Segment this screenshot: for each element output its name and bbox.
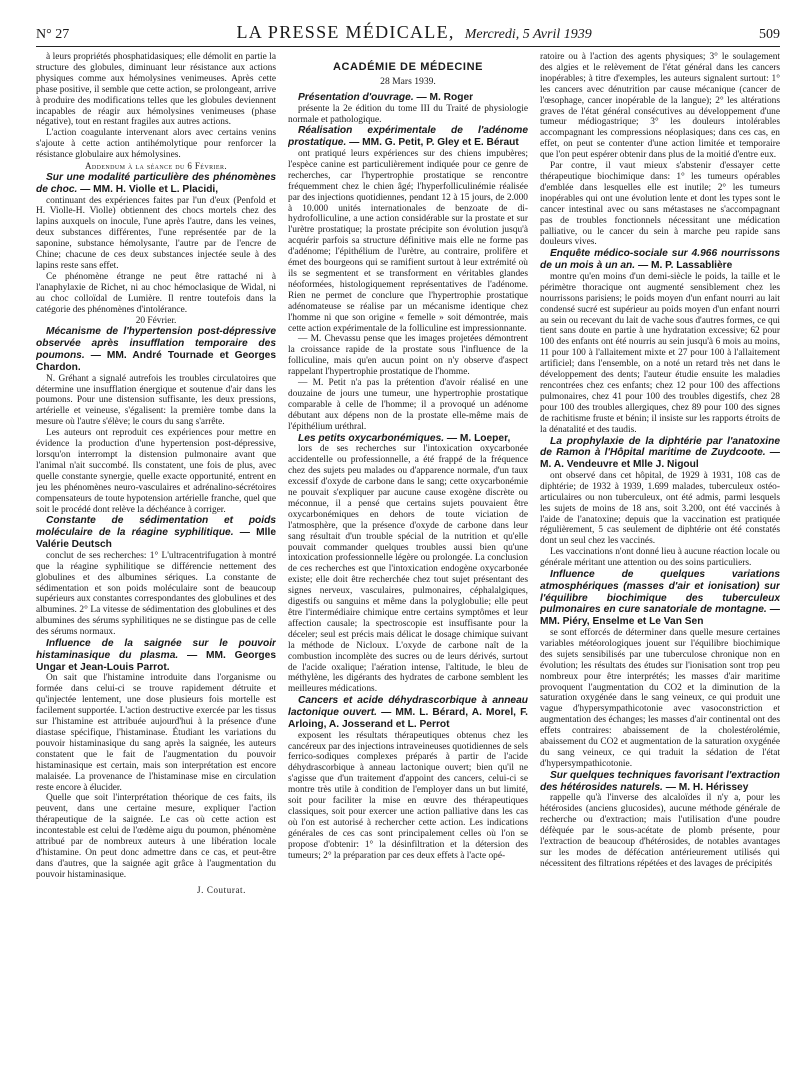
heading-authors: — Mlle Valérie Deutsch [36,527,276,550]
paragraph: Les vaccinations n'ont donné lieu à aucune réaction locale ou générale méritant une attention ou des soins particuliers. [540,547,780,569]
heading-authors: — MM. Georges Ungar et Jean-Louis Parrot. [36,649,276,673]
section-heading [36,515,276,550]
paragraph: continuant des expériences faites par l'un d'eux (Penfold et H. Violle-H. Violle) obtiennent des chocs mortels chez des lapins auxquels on inocule, l'une après l'autre, dans les veines, deux substances différentes, l'une représentée par de la saponine, substance hémolysante, l'autre par de l'encre de Chine; chacune de ces deux substances injectée seule à des lapins reste sans effet. [36,195,276,271]
paragraph: — M. Chevassu pense que les images projetées démontrent la croissance rapide de la prostate sous l'influence de la folliculine, mais qu'en aucun point on n'y observe d'aspect rappelant l'hypertrophie prostatique de l'homme. [288,334,528,378]
section-heading [288,695,528,730]
paragraph: montre qu'en moins d'un demi-siècle le poids, la taille et le périmètre thoracique ont augmenté sensiblement chez les nourrissons parisiens; le poids moyen d'un enfant nourri au lait condensé sucré est supérieur au poids moyen d'un enfant nourri au sein ou recevant du lait de vache sous d'autres formes, ce qui tient sans doute en partie à une hydratation excessive; 62 pour 100 des enfants ont été nourris au sein jusqu'à 6 mois au moins, 11 pour 100 à l'allaitement mixte et 27 pour 100 à l'allaitement artificiel; dans l'ensemble, on a noté un retard très net dans le développement des dents; l'auteur étudie ensuite les maladies rencontrées chez ces enfants; chez 12 pour 100 des affections pulmonaires, chez 41 pour 100 des troubles digestifs, chez 28 pour 100 des troubles allergiques, chez 89 pour 100 des signes de rachitisme fruste et bénin; il insiste sur les rapports étroits de la dénatalité et des taudis. [540,271,780,435]
section-heading [288,92,528,104]
section-heading [36,638,276,673]
page-number: 509 [759,27,780,42]
column-1 [36,52,276,1076]
paragraph: ratoire ou à l'action des agents physiques; 3° le soulagement des algies et le relèvement de l'état général dans les cancers inopérables; à titre d'exemples, les auteurs signalent surtout: 1° les cancers avec dénutrition par cause mécanique (cancer de l'œsophage, cancer inopérable de la langue); 2° les altérations graves de l'état général consécutives au développement d'une tumeur médiogastrique; 3° les douleurs intolérables accompagnant les compressions néoplasiques; dans ces cas, en effet, on peut se contenter d'une action limitée et temporaire que l'on peut espérer obtenir dans plus de la moitié d'entre eux. [540,52,780,161]
section-title: ACADÉMIE DE MÉDECINE [332,61,484,73]
paragraph: On sait que l'histamine introduite dans l'organisme ou formée dans celui-ci se trouve rapidement détruite et qu'injectée lentement, une dose plusieurs fois mortelle est facilement supportée. L'action destructive exercée par les tissus sur l'histamine est attribuée aujourd'hui à la présence d'une diastase spécifique, l'histaminase. Étudiant les variations du pouvoir histaminasique du sang après la saignée, les auteurs constatent que le fait de l'augmentation du pouvoir histaminasique est certain, mais son interprétation est encore malaisée. La provenance de l'histaminase mise en circulation reste encore à élucider. [36,673,276,793]
paragraph: se sont efforcés de déterminer dans quelle mesure certaines variables météorologiques jouent sur l'équilibre biochimique des sujets sensibilisés par une tuberculose chronique non en évolution; les résultats des études sur l'ionisation sont trop peu nombreux pour être interprétés; les masses d'air maritime provoquent l'augmentation du CO2 et la diminution de la saturation oxygénée dans le sang veineux, ce qui produit une vague d'hypersympathicotonie avec vasoconstriction et augmentation des échanges; les masses d'air continental ont des effets contraires: abaissement de la cholestérolémie, abaissement du CO2 et augmentation de la saturation oxygénée du sang veineux, ce qui traduit la sédation de l'état d'hypersympathicotonie. [540,628,780,769]
paragraph: à leurs propriétés phosphatidasiques; elle démolit en partie la structure des globules, diminuant leur résistance aux actions physiques comme aux hémolysines venimeuses. Après cette phase positive, il semble que cette action, se prolongeant, arrive à produire des modifications telles que les globules deviennent incapables de réagir aux hémolysines venimeuses (phase négative), tout en restant fragiles aux autres actions. [36,52,276,128]
session-date: 28 Mars 1939. [380,75,436,87]
heading-title: Sur quelques techniques favorisant l'extraction des hétérosides naturels. [540,769,780,793]
heading-authors: — MM. André Tournade et Georges Chardon. [36,350,276,373]
author-signature: J. Couturat. [197,884,246,895]
section-heading [540,770,780,794]
section-heading [540,569,780,628]
heading-authors: — M. P. Lassablière [635,260,733,272]
paragraph: N. Gréhant a signalé autrefois les troubles circulatoires que détermine une insufflation énergique et soutenue d'air dans les poumons. Pour une distension suffisante, les deux pressions, artérielle et veineuse, s'égalisent: la première tombe dans la mesure où l'autre s'élève; le cours du sang s'arrête. [36,373,276,428]
heading-authors: — M. A. Vendeuvre et Mlle J. Nigoul [540,447,780,471]
paragraph: Par contre, il vaut mieux s'abstenir d'essayer cette thérapeutique biochimique dans: 1° les tumeurs opérables d'emblée dans lesquelles elle est inutile; 2° les tumeurs inopérables qui ont une évolution lente et dont les types sont le cancer intestinal avec ou sans métastases ne s'accompagnant pas de troubles fonctionnels nécessitant une médication palliative, ou le cancer du sein à marche peu rapide sans douleurs vives. [540,161,780,248]
heading-title: Influence de quelques variations atmosphériques (masses d'air et ionisation) sur l'équilibre biochimique des tuberculeux pulmonaires en cure sanatoriale de montagne. [540,569,780,616]
section-heading [36,326,276,373]
heading-title: Cancers et acide déhydrascorbique à anneau lactonique ouvert. [288,695,528,719]
paragraph: — M. Petit n'a pas la prétention d'avoir réalisé en une douzaine de jours une tumeur, une hypertrophie prostatique comparable à celle de l'homme; il a provoqué un adénome débutant aux dépens non de la prostate elle-même mais de l'épithélium uréthral. [288,378,528,432]
heading-title: Les petits oxycarbonémiques. [298,432,445,444]
addendum-heading: Addendum à la séance du 6 Février. [84,161,228,172]
paragraph: Les auteurs ont reproduit ces expériences pour mettre en évidence la production d'une hypertension post-dépressive, lorsqu'on interrompt la distension pulmonaire avant que l'animal n'ait succombé. Ils constatent, une fois de plus, avec quelle constante synergie, quelle exacte opportunité, entrent en jeu les phénomènes neuro-vasculaires et adrénalino-sécrétoires compensateurs de toute hypotension artérielle franche, quel que soit le procédé dont relève la déchéance à corriger. [36,428,276,515]
heading-authors: — M. H. Hérissey [662,781,749,793]
section-heading [540,436,780,471]
heading-title: La prophylaxie de la diphtérie par l'anatoxine de Ramon à l'Hôpital maritime de Zuydcoote. [540,435,780,459]
heading-authors: — M. Loeper, [444,432,511,444]
issue-number: N° 27 [36,27,70,42]
paragraph: exposent les résultats thérapeutiques obtenus chez les cancéreux par des injections intraveineuses quotidiennes de sels ferrico-sodiques complexes préparés à partir de l'acide déhydrascorbique à anneau lactonique ouvert; bien qu'il ne s'agisse que d'un traitement d'appoint des cancers, celui-ci se montre très utile à condition de l'employer dans un but limité, soit pour faciliter la mise en œuvre des thérapeutiques classiques, soit pour exercer une action palliative dans les cas où l'on est autorisé à rechercher cette action. Les indications générales de ces cas sont principalement celles où l'on se propose d'obtenir: 1° la désinfiltration et la détersion des tumeurs; 2° la préparation par ces deux effets à l'acte opé- [288,730,528,861]
heading-authors: — MM. G. Petit, P. Gley et E. Béraut [346,137,519,149]
paragraph: rappelle qu'à l'inverse des alcaloïdes il n'y a, pour les hétérosides (anciens glucosides), aucune méthode générale de recherche ou d'extraction; mais l'utilisation d'une poudre défèquée par le sous-acétate de plomb présente, pour l'extraction de beaucoup d'hétérosides, de notables avantages sur les modes de défécation antérieurement utilisés qui nécessitent des filtrations répétées et des lavages de précipités [540,793,780,869]
heading-authors: — M. Roger [413,91,474,103]
paragraph: présente la 2e édition du tome III du Traité de physiologie normale et pathologique. [288,103,528,125]
paragraph: L'action coagulante intervenant alors avec certains venins s'ajoute à cette action antihémolytique pour renforcer la résistance globulaire aux hémolysines. [36,128,276,161]
page-header [36,22,780,44]
section-heading [36,172,276,196]
header-center [236,22,591,43]
header-rule [36,46,780,47]
heading-authors: — MM. Piéry, Enselme et Le Van Sen [540,604,780,628]
heading-title: Réalisation expérimentale de l'adénome prostatique. [288,125,528,149]
heading-title: Enquête médico-sociale sur 4.966 nourrissons de un mois à un an. [540,248,780,272]
paragraph: Quelle que soit l'interprétation théorique de ces faits, ils peuvent, dans une certaine mesure, expliquer l'action thérapeutique de la saignée. Le cas où cette action est incontestable est celui de l'œdème aigu du poumon, phénomène attribué par de nombreux auteurs à une libération locale d'histamine. On peut donc admettre dans ce cas, et peut-être dans d'autres, que la saignée agit grâce à l'augmentation du pouvoir histaminasique. [36,793,276,880]
column-2 [288,52,528,1076]
paragraph: ont observé dans cet hôpital, de 1929 à 1931, 108 cas de diphtérie; de 1932 à 1939, 1.699 malades, tuberculeux ostéo-articulaires ou non tuberculeux, ont été admis, parmi lesquels les sujets de moins de 18 ans, soit 3.200, ont été vaccinés à l'aide de l'anatoxine; depuis que la vaccination est pratiquée régulièrement, 5 cas seulement de diphtérie ont été constatés dont un seul chez les vaccinés. [540,470,780,547]
section-heading [288,433,528,445]
section-heading [288,125,528,149]
journal-title: LA PRESSE MÉDICALE, [236,22,455,42]
article-columns [36,52,780,1076]
session-date: 20 Février. [135,315,177,326]
section-heading [540,248,780,272]
heading-title: Sur une modalité particulière des phénomènes de choc. [36,171,276,195]
heading-title: Influence de la saignée sur le pouvoir histaminasique du plasma. [36,638,276,661]
paragraph: conclut de ses recherches: 1° L'ultracentrifugation à montré que la réagine syphilitique se différencie nettement des globulines et des albumines sériques. La constante de sédimentation et son poids moléculaire sont de beaucoup supérieurs aux constantes correspondantes des globulines et des albumines. 2° La vitesse de sédimentation des globulines et des albumines des sérums syphilitiques ne se distingue pas de celle des sérums normaux. [36,550,276,638]
column-3 [540,52,780,1076]
heading-title: Constante de sédimentation et poids moléculaire de la réagine syphilitique. [36,515,276,539]
heading-authors: — MM. L. Bérard, A. Morel, F. Arloing, A. Josserand et L. Perrot [288,707,528,730]
paragraph: ont pratiqué leurs expériences sur des chiens impubères; l'espèce canine est particulièrement indiquée pour ce genre de recherches, car l'hypertrophie prostatique se rencontre fréquemment chez le chien âgé; l'hyperfolliculinémie réalisée par des injections quotidiennes, pendant 12 à 15 jours, de 2.000 à 10.000 unités internationales de benzoate de di-hydrofolliculine, a une action considérable sur la prostate et sur l'urètre prostatique; la prostate précipite son évolution jusqu'à acquérir parfois sa structure définitive mais elle ne forme pas d'adénome; l'épithélium de l'urètre, au contraire, prolifère et émet des bourgeons qui se ramifient surtout à leur extrémité où ils se segmentent et se transforment en véritables glandes néoformées, histologiquement représentatives de l'adénome. Rien ne permet de conclure que l'hypertrophie prostatique adénomateuse se réalise par un mécanisme identique chez l'homme ni que son origine « femelle » soit démontrée, mais cette action expérimentale de la folliculine est impressionnante. [288,149,528,334]
paragraph: Ce phénomène étrange ne peut être rattaché ni à l'anaphylaxie de Richet, ni au choc hémoclasique de Widal, ni au choc colloïdal de Lumière. Il rentre toutefois dans la catégorie des phénomènes d'intolérance. [36,271,276,315]
heading-authors: — MM. H. Violle et L. Placidi, [77,183,219,195]
paragraph: lors de ses recherches sur l'intoxication oxycarbonée accidentelle ou professionnelle, a été frappé de la fréquence chez des sujets peu malades ou d'apparence normale, d'un taux excessif d'oxyde de carbone dans le sang; cette oxycarbonémie ne pouvait s'expliquer par aucune cause exogène discrète ou méconnue, il a pensé que certains sujets pouvaient être oxycarbonémiques en dehors de toute viciation de l'atmosphère, que la présence d'oxyde de carbone dans leur sang résultait d'un trouble spécial de la nutrition et qu'elle pouvait commander quelques troubles aussi bien qu'une intoxication professionnelle légère ou prolongée. La conclusion de ces recherches est que l'intoxication endogène oxycarbonée existe; elle doit être recherchée chez tout sujet présentant des signes nerveux, vasculaires, pulmonaires, céphalalgiques, digestifs ou sanguins et même dans la polyglobulie; elle peut être l'intermédiaire chimique entre certains symptômes et leur affection causale; la spectroscopie est insuffisante pour la déceler; seul est précis mais délicat le dosage chimique suivant la méthode de Nicloux. L'oxyde de carbone naît de la combustion incomplète des sucres ou de leurs dérivés, surtout de l'acide oxalique; l'aération intense, l'altitude, le bleu de méthylène, les digérants des hydrates de carbone semblent les meilleures médications. [288,444,528,695]
heading-title: Présentation d'ouvrage. [298,91,414,103]
heading-title: Mécanisme de l'hypertension post-dépressive observée après insufflation temporaire des poumons. [36,326,276,362]
issue-date: Mercredi, 5 Avril 1939 [464,27,592,42]
